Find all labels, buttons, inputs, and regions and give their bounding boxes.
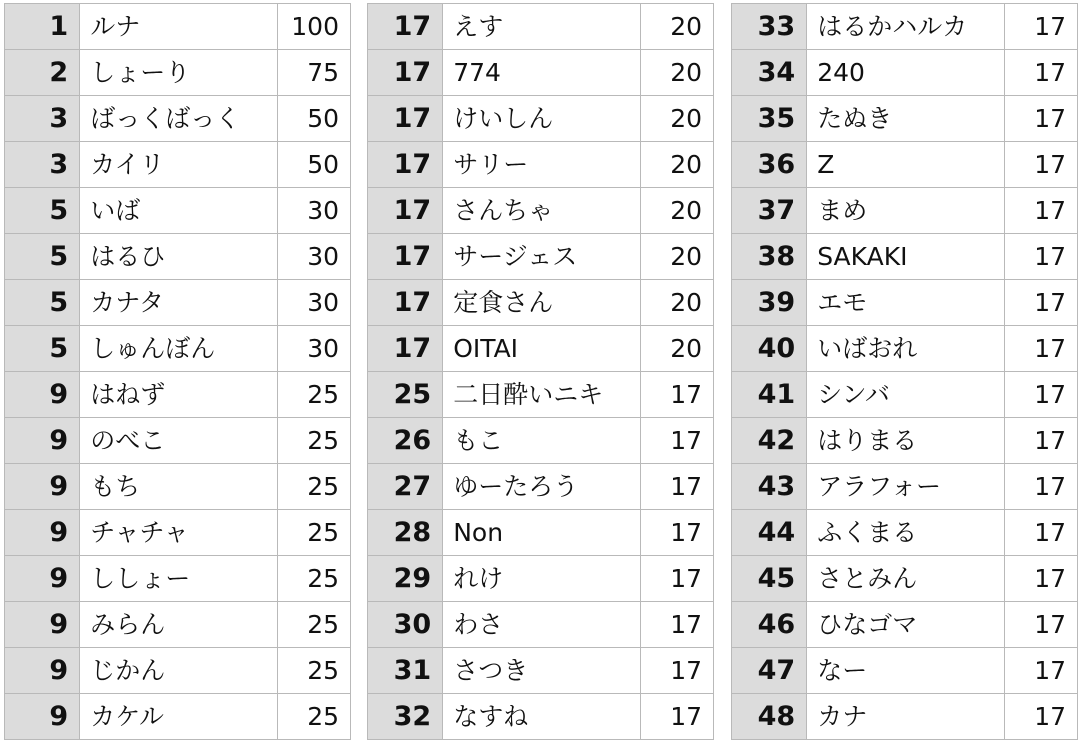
name-cell: たぬき bbox=[807, 96, 1005, 142]
name-cell: シンバ bbox=[807, 372, 1005, 418]
points-cell: 17 bbox=[1004, 326, 1077, 372]
points-cell: 75 bbox=[277, 50, 350, 96]
points-cell: 25 bbox=[277, 418, 350, 464]
name-cell: 240 bbox=[807, 50, 1005, 96]
table-row bbox=[732, 188, 1078, 234]
name-cell: ばっくばっく bbox=[80, 96, 278, 142]
rank-cell: 41 bbox=[732, 372, 807, 418]
table-row bbox=[732, 510, 1078, 556]
table-row bbox=[732, 96, 1078, 142]
name-cell: けいしん bbox=[443, 96, 641, 142]
points-cell: 25 bbox=[277, 602, 350, 648]
rank-cell: 9 bbox=[5, 464, 80, 510]
rank-cell: 45 bbox=[732, 556, 807, 602]
points-cell: 20 bbox=[640, 188, 713, 234]
table-row bbox=[368, 418, 714, 464]
name-cell: もこ bbox=[443, 418, 641, 464]
table-row bbox=[368, 648, 714, 694]
rank-cell: 39 bbox=[732, 280, 807, 326]
name-cell: Z bbox=[807, 142, 1005, 188]
table-row bbox=[5, 556, 351, 602]
name-cell: なー bbox=[807, 648, 1005, 694]
table-row bbox=[732, 602, 1078, 648]
points-cell: 25 bbox=[277, 648, 350, 694]
points-cell: 17 bbox=[1004, 50, 1077, 96]
points-cell: 17 bbox=[1004, 648, 1077, 694]
table-row bbox=[368, 694, 714, 740]
rank-cell: 17 bbox=[368, 4, 443, 50]
table-row bbox=[732, 50, 1078, 96]
points-cell: 17 bbox=[640, 648, 713, 694]
ranking-table-1 bbox=[4, 3, 351, 740]
table-row bbox=[732, 556, 1078, 602]
table-row bbox=[5, 372, 351, 418]
table-row bbox=[5, 234, 351, 280]
points-cell: 20 bbox=[640, 326, 713, 372]
rank-cell: 38 bbox=[732, 234, 807, 280]
table-row bbox=[368, 234, 714, 280]
name-cell: もち bbox=[80, 464, 278, 510]
table-row bbox=[5, 464, 351, 510]
name-cell: えす bbox=[443, 4, 641, 50]
name-cell: れけ bbox=[443, 556, 641, 602]
points-cell: 17 bbox=[1004, 280, 1077, 326]
points-cell: 25 bbox=[277, 464, 350, 510]
table-row bbox=[368, 372, 714, 418]
name-cell: ひなゴマ bbox=[807, 602, 1005, 648]
table-row bbox=[5, 694, 351, 740]
rank-cell: 48 bbox=[732, 694, 807, 740]
ranking-table-3 bbox=[731, 3, 1078, 740]
name-cell: カイリ bbox=[80, 142, 278, 188]
rank-cell: 9 bbox=[5, 418, 80, 464]
rank-cell: 3 bbox=[5, 96, 80, 142]
name-cell: カケル bbox=[80, 694, 278, 740]
rank-cell: 5 bbox=[5, 234, 80, 280]
name-cell: はねず bbox=[80, 372, 278, 418]
table-row bbox=[732, 4, 1078, 50]
name-cell: はりまる bbox=[807, 418, 1005, 464]
table-row bbox=[5, 326, 351, 372]
table-row bbox=[368, 188, 714, 234]
name-cell: サリー bbox=[443, 142, 641, 188]
rank-cell: 31 bbox=[368, 648, 443, 694]
rank-cell: 17 bbox=[368, 280, 443, 326]
table-row bbox=[5, 648, 351, 694]
points-cell: 25 bbox=[277, 694, 350, 740]
table-row bbox=[5, 96, 351, 142]
name-cell: 定食さん bbox=[443, 280, 641, 326]
table-row bbox=[5, 50, 351, 96]
rank-cell: 46 bbox=[732, 602, 807, 648]
rank-cell: 36 bbox=[732, 142, 807, 188]
rank-cell: 33 bbox=[732, 4, 807, 50]
rank-cell: 37 bbox=[732, 188, 807, 234]
name-cell: ししょー bbox=[80, 556, 278, 602]
rank-cell: 5 bbox=[5, 280, 80, 326]
points-cell: 20 bbox=[640, 96, 713, 142]
table-row bbox=[368, 280, 714, 326]
name-cell: みらん bbox=[80, 602, 278, 648]
points-cell: 17 bbox=[640, 372, 713, 418]
rank-cell: 43 bbox=[732, 464, 807, 510]
points-cell: 50 bbox=[277, 142, 350, 188]
name-cell: ゆーたろう bbox=[443, 464, 641, 510]
rank-cell: 5 bbox=[5, 188, 80, 234]
points-cell: 17 bbox=[1004, 372, 1077, 418]
rank-cell: 17 bbox=[368, 188, 443, 234]
rank-cell: 34 bbox=[732, 50, 807, 96]
points-cell: 17 bbox=[1004, 464, 1077, 510]
points-cell: 20 bbox=[640, 234, 713, 280]
name-cell: まめ bbox=[807, 188, 1005, 234]
rank-cell: 40 bbox=[732, 326, 807, 372]
rank-cell: 9 bbox=[5, 372, 80, 418]
table-row bbox=[368, 556, 714, 602]
rank-cell: 27 bbox=[368, 464, 443, 510]
rank-cell: 9 bbox=[5, 556, 80, 602]
points-cell: 17 bbox=[640, 418, 713, 464]
name-cell: わさ bbox=[443, 602, 641, 648]
points-cell: 17 bbox=[1004, 418, 1077, 464]
rank-cell: 47 bbox=[732, 648, 807, 694]
table-row bbox=[732, 418, 1078, 464]
rank-cell: 1 bbox=[5, 4, 80, 50]
name-cell: サージェス bbox=[443, 234, 641, 280]
points-cell: 17 bbox=[1004, 188, 1077, 234]
points-cell: 100 bbox=[277, 4, 350, 50]
points-cell: 20 bbox=[640, 50, 713, 96]
points-cell: 25 bbox=[277, 556, 350, 602]
rank-cell: 17 bbox=[368, 50, 443, 96]
name-cell: 二日酔いニキ bbox=[443, 372, 641, 418]
name-cell: カナタ bbox=[80, 280, 278, 326]
rank-cell: 5 bbox=[5, 326, 80, 372]
name-cell: はるひ bbox=[80, 234, 278, 280]
points-cell: 17 bbox=[640, 602, 713, 648]
points-cell: 17 bbox=[640, 464, 713, 510]
table-row bbox=[368, 602, 714, 648]
name-cell: なすね bbox=[443, 694, 641, 740]
rank-cell: 35 bbox=[732, 96, 807, 142]
points-cell: 17 bbox=[1004, 602, 1077, 648]
name-cell: エモ bbox=[807, 280, 1005, 326]
rank-cell: 30 bbox=[368, 602, 443, 648]
name-cell: アラフォー bbox=[807, 464, 1005, 510]
table-row bbox=[732, 372, 1078, 418]
table-row bbox=[5, 418, 351, 464]
name-cell: Non bbox=[443, 510, 641, 556]
table-row bbox=[5, 280, 351, 326]
name-cell: はるかハルカ bbox=[807, 4, 1005, 50]
name-cell: ルナ bbox=[80, 4, 278, 50]
points-cell: 20 bbox=[640, 280, 713, 326]
points-cell: 17 bbox=[1004, 234, 1077, 280]
table-row bbox=[368, 4, 714, 50]
points-cell: 30 bbox=[277, 188, 350, 234]
name-cell: チャチャ bbox=[80, 510, 278, 556]
table-row bbox=[5, 142, 351, 188]
rank-cell: 17 bbox=[368, 234, 443, 280]
points-cell: 20 bbox=[640, 142, 713, 188]
table-row bbox=[368, 510, 714, 556]
points-cell: 17 bbox=[1004, 556, 1077, 602]
table-row bbox=[368, 96, 714, 142]
name-cell: しゅんぼん bbox=[80, 326, 278, 372]
name-cell: いばおれ bbox=[807, 326, 1005, 372]
name-cell: カナ bbox=[807, 694, 1005, 740]
rank-cell: 17 bbox=[368, 326, 443, 372]
points-cell: 17 bbox=[1004, 694, 1077, 740]
table-row bbox=[5, 602, 351, 648]
points-cell: 17 bbox=[640, 556, 713, 602]
table-row bbox=[368, 326, 714, 372]
table-row bbox=[732, 648, 1078, 694]
table-row bbox=[5, 510, 351, 556]
rank-cell: 44 bbox=[732, 510, 807, 556]
table-row bbox=[732, 234, 1078, 280]
rank-cell: 17 bbox=[368, 96, 443, 142]
table-row bbox=[732, 326, 1078, 372]
points-cell: 17 bbox=[640, 510, 713, 556]
points-cell: 50 bbox=[277, 96, 350, 142]
rank-cell: 3 bbox=[5, 142, 80, 188]
points-cell: 25 bbox=[277, 372, 350, 418]
rank-cell: 29 bbox=[368, 556, 443, 602]
rank-cell: 17 bbox=[368, 142, 443, 188]
rank-cell: 25 bbox=[368, 372, 443, 418]
name-cell: ふくまる bbox=[807, 510, 1005, 556]
rank-cell: 32 bbox=[368, 694, 443, 740]
points-cell: 17 bbox=[1004, 96, 1077, 142]
rank-cell: 9 bbox=[5, 602, 80, 648]
name-cell: さつき bbox=[443, 648, 641, 694]
points-cell: 17 bbox=[1004, 142, 1077, 188]
rank-cell: 9 bbox=[5, 648, 80, 694]
name-cell: じかん bbox=[80, 648, 278, 694]
points-cell: 17 bbox=[1004, 4, 1077, 50]
points-cell: 30 bbox=[277, 280, 350, 326]
name-cell: さとみん bbox=[807, 556, 1005, 602]
table-row bbox=[368, 464, 714, 510]
name-cell: しょーり bbox=[80, 50, 278, 96]
table-row bbox=[732, 464, 1078, 510]
rank-cell: 26 bbox=[368, 418, 443, 464]
rank-cell: 2 bbox=[5, 50, 80, 96]
rank-cell: 28 bbox=[368, 510, 443, 556]
table-row bbox=[368, 142, 714, 188]
points-cell: 30 bbox=[277, 234, 350, 280]
name-cell: SAKAKI bbox=[807, 234, 1005, 280]
table-row bbox=[5, 4, 351, 50]
name-cell: OITAI bbox=[443, 326, 641, 372]
table-row bbox=[368, 50, 714, 96]
rank-cell: 9 bbox=[5, 510, 80, 556]
name-cell: いば bbox=[80, 188, 278, 234]
table-row bbox=[732, 142, 1078, 188]
points-cell: 17 bbox=[640, 694, 713, 740]
points-cell: 17 bbox=[1004, 510, 1077, 556]
name-cell: さんちゃ bbox=[443, 188, 641, 234]
rank-cell: 9 bbox=[5, 694, 80, 740]
table-row bbox=[5, 188, 351, 234]
points-cell: 20 bbox=[640, 4, 713, 50]
name-cell: 774 bbox=[443, 50, 641, 96]
name-cell: のべこ bbox=[80, 418, 278, 464]
ranking-table-2 bbox=[367, 3, 714, 740]
rank-cell: 42 bbox=[732, 418, 807, 464]
points-cell: 30 bbox=[277, 326, 350, 372]
table-row bbox=[732, 280, 1078, 326]
points-cell: 25 bbox=[277, 510, 350, 556]
table-row bbox=[732, 694, 1078, 740]
